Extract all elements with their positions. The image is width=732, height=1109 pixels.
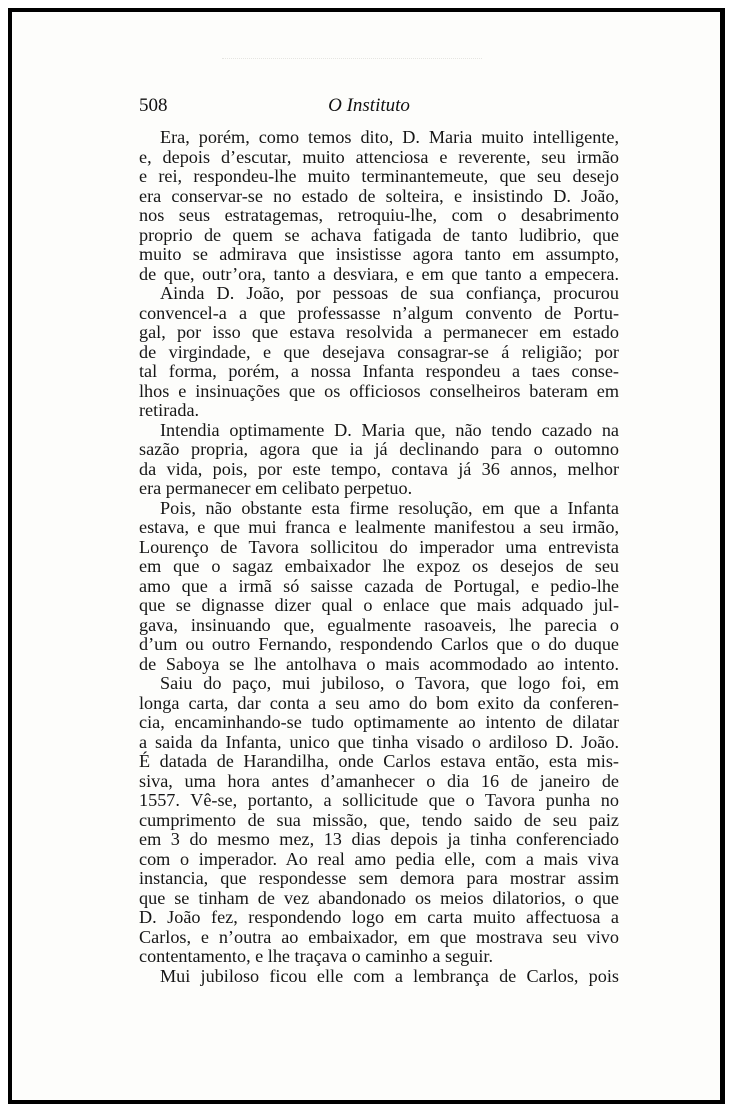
text-line: Intendia optimamente D. Maria que, não tendo cazado na xyxy=(160,419,619,440)
text-line: Mui jubiloso ficou elle com a lembrança de Carlos, pois xyxy=(160,965,619,986)
body-text xyxy=(139,128,619,986)
text-line: que se tinham de vez abandonado os meios dilatorios, o que xyxy=(139,887,619,908)
text-line: cia, encaminhando-se tudo optimamente ao intento de dilatar xyxy=(139,712,619,732)
text-line: convencel-a a que professasse n’algum convento de Portu- xyxy=(139,302,619,323)
text-line: era permanecer em celibato perpetuo. xyxy=(139,478,413,498)
text-line: Lourenço de Tavora sollicitou do imperador uma entrevista xyxy=(139,536,619,557)
text-line: Saiu do paço, mui jubiloso, o Tavora, que logo foi, em xyxy=(160,673,619,693)
page-number: 508 xyxy=(139,95,168,116)
text-line: longa carta, dar conta a seu amo do bom exito da conferen- xyxy=(139,692,619,713)
text-line: sazão propria, agora que ia já declinando para o outomno xyxy=(139,439,619,459)
bleed-through-mark xyxy=(222,58,482,63)
text-line: e, depois d’escutar, muito attenciosa e reverente, seu irmão xyxy=(139,146,619,167)
text-line: Era, porém, como temos dito, D. Maria muito intelligente, xyxy=(160,127,619,147)
page-header xyxy=(139,95,599,119)
text-line: Ainda D. João, por pessoas de sua confiança, procurou xyxy=(160,283,619,303)
text-line: proprio de quem se achava fatigada de tanto ludibrio, que xyxy=(139,224,619,245)
text-line: cumprimento de sua missão, que, tendo saido de seu paiz xyxy=(139,809,619,830)
text-line: amo que a irmã só saisse cazada de Portugal, e pedio-lhe xyxy=(139,575,619,596)
text-line: e rei, respondeu-lhe muito terminantemeute, que seu desejo xyxy=(139,166,619,186)
text-line: D. João fez, respondendo logo em carta muito affectuosa a xyxy=(139,907,619,927)
text-line: da vida, pois, por este tempo, contava já 36 annos, melhor xyxy=(139,458,619,479)
text-line: gal, por isso que estava resolvida a permanecer em estado xyxy=(139,322,619,342)
text-line: contentamento, e lhe traçava o caminho a seguir. xyxy=(139,946,494,966)
text-line: instancia, que respondesse sem demora para mostrar assim xyxy=(139,868,619,888)
text-line: em que o sagaz embaixador lhe expoz os desejos de seu xyxy=(139,556,619,576)
text-line: retirada. xyxy=(139,400,200,420)
text-line: a saida da Infanta, unico que tinha visado o ardiloso D. João. xyxy=(139,731,619,752)
running-title: O Instituto xyxy=(328,95,410,116)
text-line: que se dignasse dizer qual o enlace que mais adquado jul- xyxy=(139,595,619,615)
text-line: nos seus estratagemas, retroquiu-lhe, com o desabrimento xyxy=(139,205,619,225)
text-line: de Saboya se lhe antolhava o mais acommodado ao intento. xyxy=(139,653,619,674)
text-line: lhos e insinuações que os officiosos conselheiros bateram em xyxy=(139,380,619,401)
text-line: Pois, não obstante esta firme resolução, em que a Infanta xyxy=(160,497,619,518)
text-line: era conservar-se no estado de solteira, e insistindo D. João, xyxy=(139,185,619,206)
text-line: 1557. Vê-se, portanto, a sollicitude que o Tavora punha no xyxy=(139,790,619,810)
text-line: estava, e que mui franca e lealmente manifestou a seu irmão, xyxy=(139,517,619,537)
text-line: d’um ou outro Fernando, respondendo Carlos que o do duque xyxy=(139,634,619,654)
text-line: em 3 do mesmo mez, 13 dias depois ja tinha conferenciado xyxy=(139,829,619,849)
text-line: de virgindade, e que desejava consagrar-se á religião; por xyxy=(139,341,619,362)
text-line: siva, uma hora antes d’amanhecer o dia 16 de janeiro de xyxy=(139,770,619,791)
text-line: gava, insinuando que, egualmente rasoaveis, lhe parecia o xyxy=(139,614,619,635)
text-line: Carlos, e n’outra ao embaixador, em que mostrava seu vivo xyxy=(139,926,619,947)
text-line: muito se admirava que insistisse agora tanto em assumpto, xyxy=(139,244,619,264)
text-line: de que, outr’ora, tanto a desviara, e em que tanto a empecera. xyxy=(139,263,619,284)
text-line: É datada de Harandilha, onde Carlos estava então, esta mis- xyxy=(139,751,619,771)
text-line: com o imperador. Ao real amo pedia elle, com a mais viva xyxy=(139,848,619,869)
text-line: tal forma, porém, a nossa Infanta respondeu a taes conse- xyxy=(139,361,619,381)
